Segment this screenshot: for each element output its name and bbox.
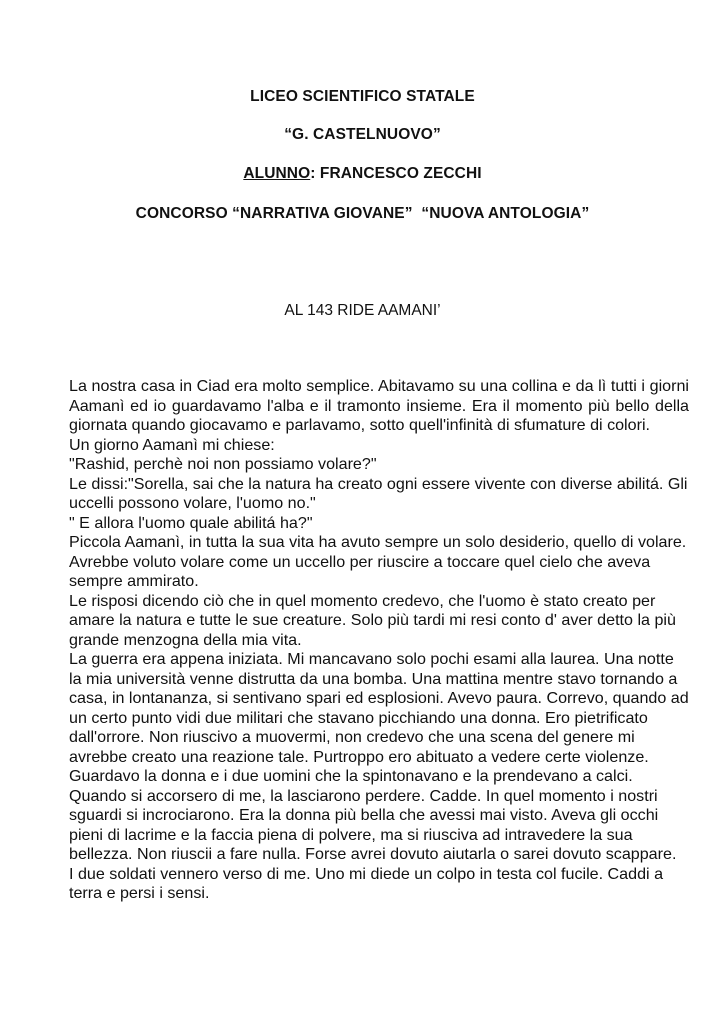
student-label: ALUNNO [243, 165, 311, 182]
school-name-heading: “G. CASTELNUOVO” [284, 126, 441, 143]
story-body [69, 377, 689, 904]
paragraph-3: "Rashid, perchè noi non possiamo volare?" [69, 455, 377, 473]
paragraph-2: Un giorno Aamanì mi chiese: [69, 435, 275, 454]
paragraph-9: I due soldati vennero verso di me. Uno mi diede un colpo in testa col fucile. Caddi a terra e persi i sensi. [69, 864, 664, 902]
contest-heading: CONCORSO “NARRATIVA GIOVANE” “NUOVA ANTOLOGIA” [135, 205, 590, 222]
paragraph-1: La nostra casa in Ciad era molto semplice. Abitavamo su una collina e da lì tutti i giorni Aamanì ed io guardavamo l'alba e il tramonto insieme. Era il momento più bello della giornata quando giocavamo e parlavamo, sotto quell'infinità di sfumature di colori. [69, 377, 689, 434]
paragraph-6: Piccola Aamanì, in tutta la sua vita ha avuto sempre un solo desiderio, quello di volare. Avrebbe voluto volare come un uccello per riuscire a toccare quel cielo che aveva sempre ammirato. [69, 533, 687, 590]
paragraph-8: La guerra era appena iniziata. Mi mancavano solo pochi esami alla laurea. Una notte la mia università venne distrutta da una bomba. Una mattina mentre stavo tornando a casa, in lontananza, si sentivano spari ed esplosioni. Avevo paura. Correvo, quando ad un certo punto vidi due militari che stavano picchiando una donna. Ero pietrificato dall'orrore. Non riuscivo a muovermi, non credevo che una scena del genere mi avrebbe creato una reazione tale. Purtroppo ero abituato a vedere certe violenze. Guardavo la donna e i due uomini che la spintonavano e la prendevano a calci. Quando si accorsero di me, la lasciarono perdere. Cadde. In quel momento i nostri sguardi si incrociarono. Era la donna più bella che avessi mai visto. Aveva gli occhi pieni di lacrime e la faccia piena di polvere, ma si riusciva ad intravedere la sua bellezza. Non riuscii a fare nulla. Forse avrei dovuto aiutarla o sarei dovuto scappare. [69, 650, 689, 863]
paragraph-5: " E allora l'uomo quale abilitá ha?" [69, 513, 313, 532]
paragraph-7: Le risposi dicendo ciò che in quel momento credevo, che l'uomo è stato creato per amare la natura e tutte le sue creature. Solo più tardi mi resi conto d' aver detto la più grande menzogna della mia vita. [69, 591, 676, 649]
student-name: : FRANCESCO ZECCHI [310, 165, 482, 182]
school-heading: LICEO SCIENTIFICO STATALE [250, 88, 475, 105]
student-heading [0, 165, 725, 183]
story-title: AL 143 RIDE AAMANI’ [284, 302, 441, 319]
paragraph-4: Le dissi:"Sorella, sai che la natura ha creato ogni essere vivente con diverse abilitá. Gli uccelli possono volare, l'uomo no." [69, 474, 688, 512]
